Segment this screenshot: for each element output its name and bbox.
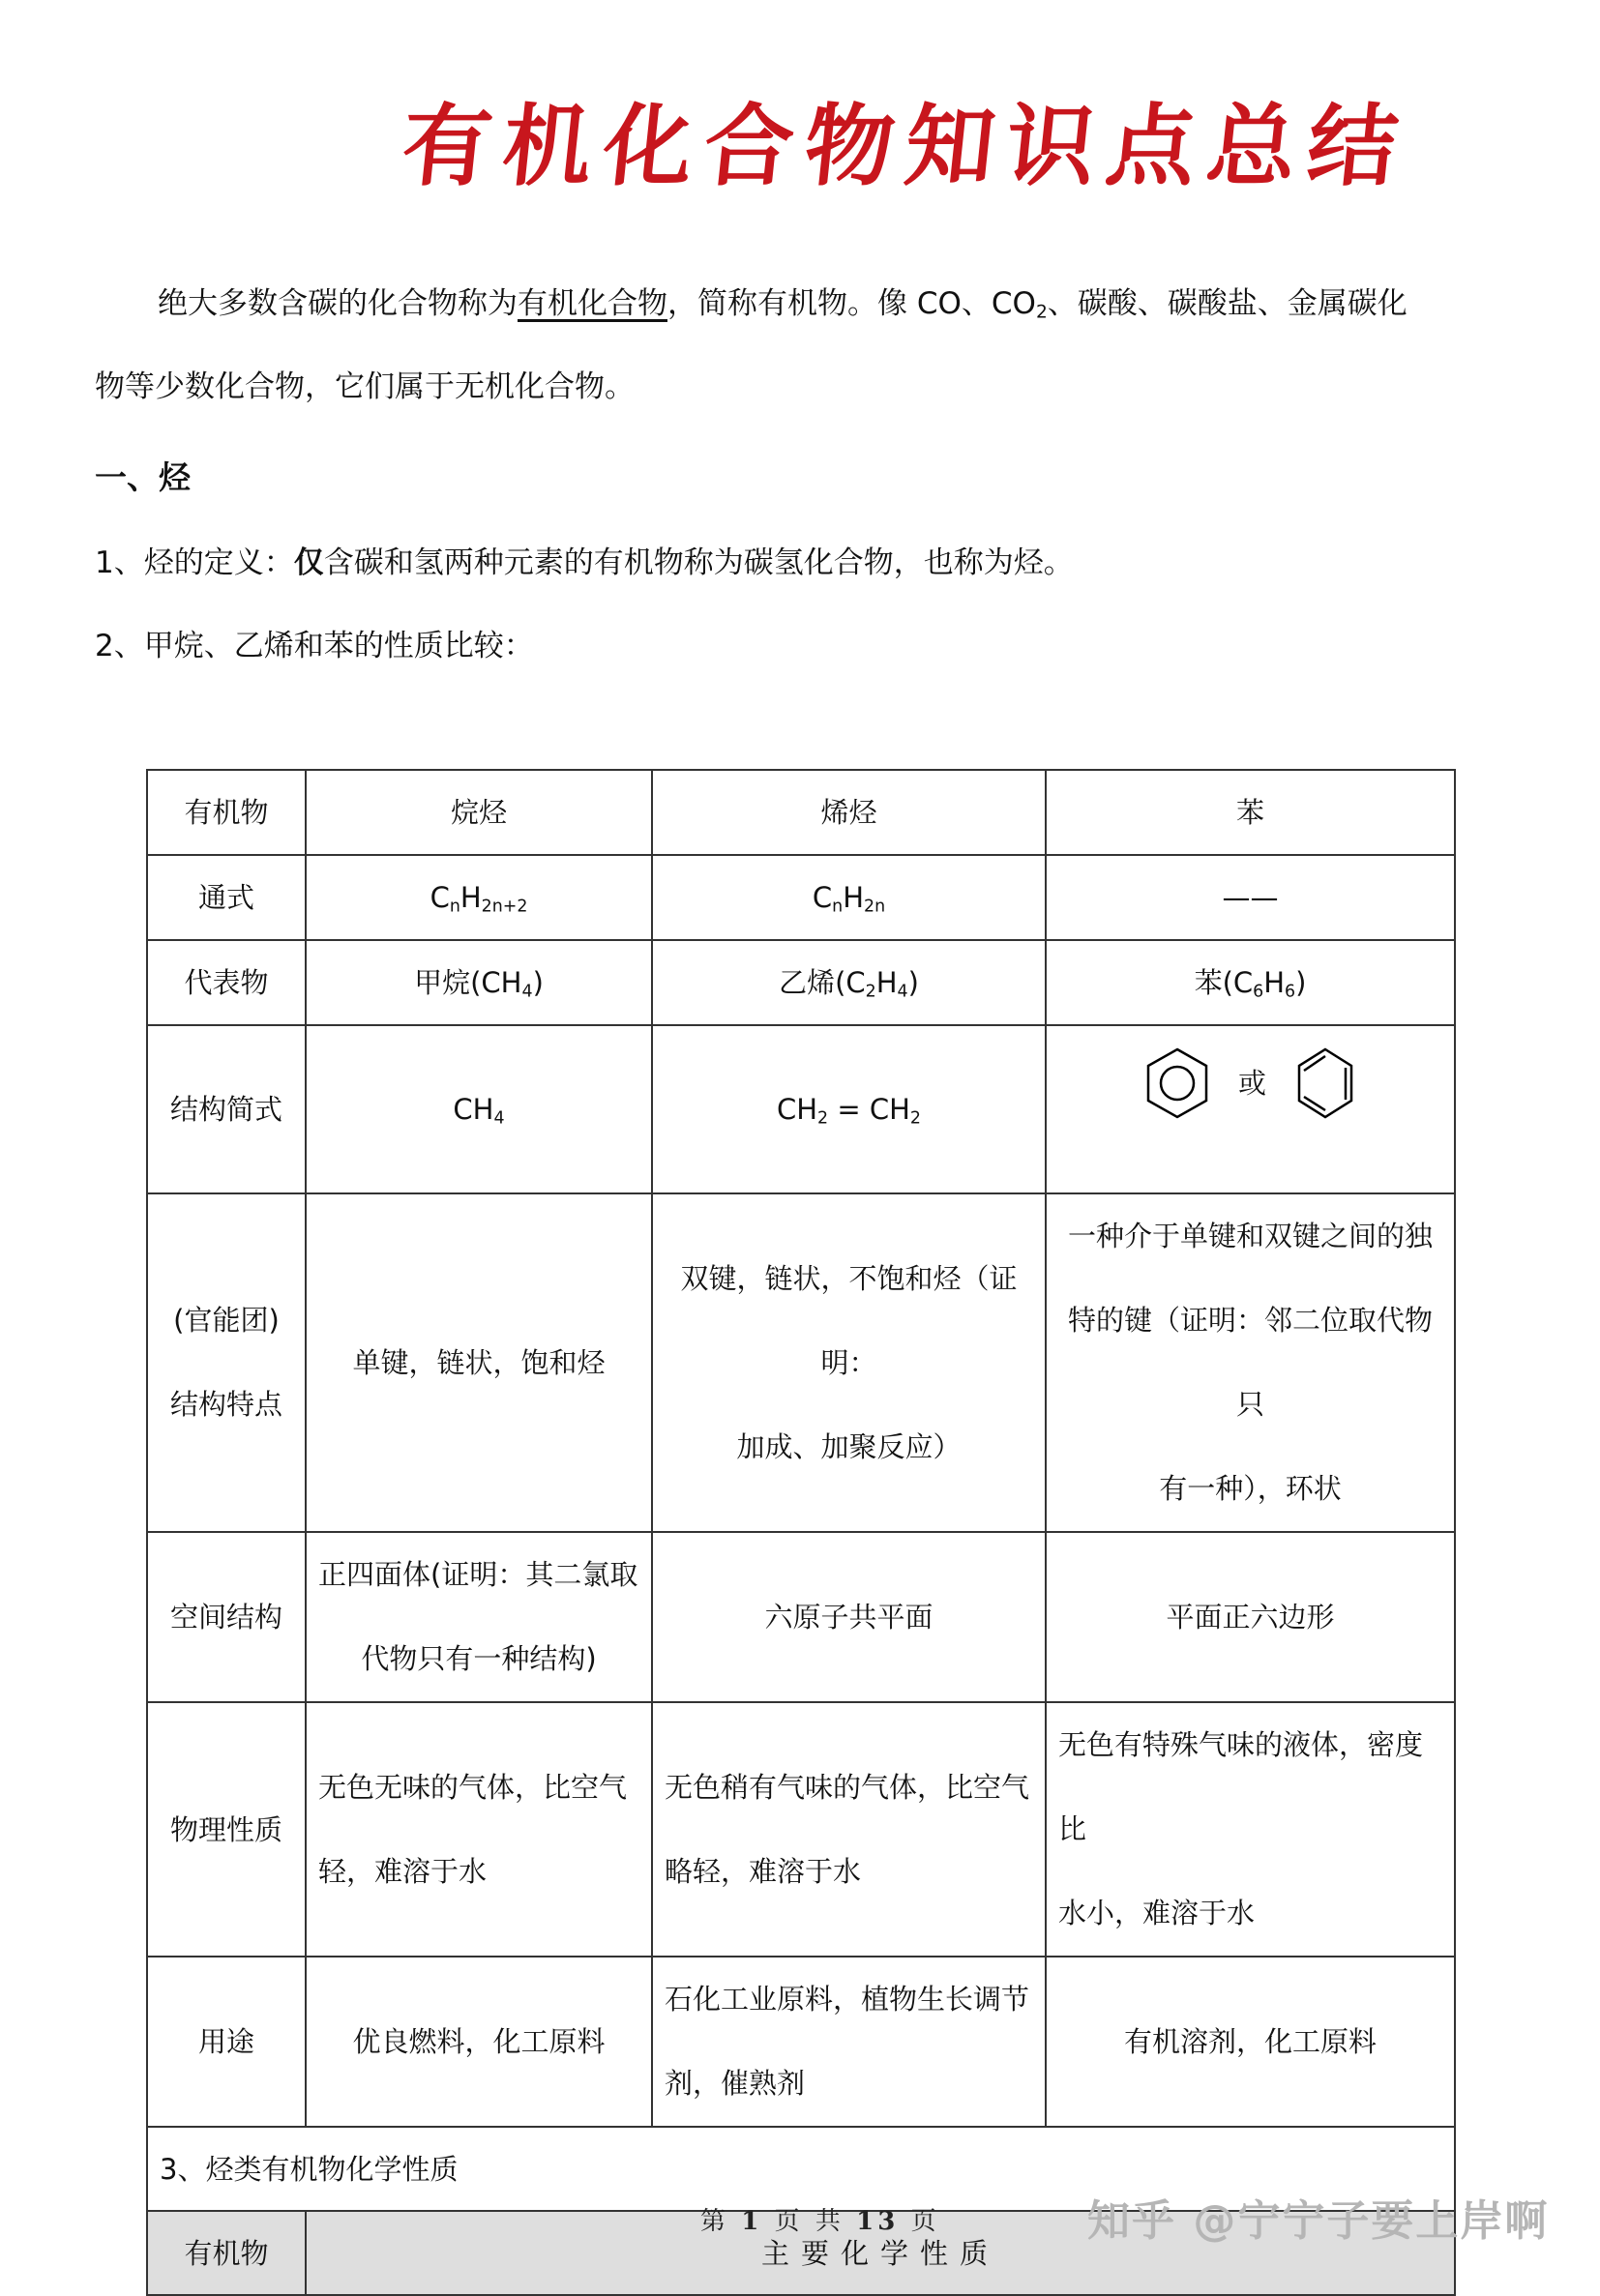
table-cell: —— bbox=[1046, 855, 1455, 940]
header-cell: 有机物 bbox=[147, 2211, 306, 2295]
table-cell bbox=[1046, 1193, 1455, 1532]
table-cell bbox=[1046, 940, 1455, 1025]
row-label: 空间结构 bbox=[147, 1532, 306, 1702]
table-cell bbox=[306, 1532, 652, 1702]
table-header-row bbox=[147, 770, 1455, 855]
cell-line: 一种介于单键和双键之间的独 bbox=[1067, 1220, 1433, 1252]
formula: H bbox=[843, 881, 864, 914]
subscript: 6 bbox=[1253, 982, 1264, 1002]
table-cell: 单键，链状，饱和烃 bbox=[306, 1193, 652, 1532]
cell-line: 水小，难溶于水 bbox=[1058, 1897, 1256, 1929]
formula: C bbox=[430, 881, 450, 914]
row-label bbox=[147, 1193, 306, 1532]
formula: 甲烷(CH bbox=[414, 966, 522, 999]
label-line: (官能团) bbox=[173, 1304, 280, 1337]
emphasis: 仅 bbox=[293, 545, 324, 580]
header-cell: 烷烃 bbox=[306, 770, 652, 855]
subscript: 2 bbox=[1035, 302, 1048, 323]
definition-item bbox=[95, 544, 1074, 582]
intro-text: ，简称有机物。像 CO、CO bbox=[667, 286, 1036, 321]
formula: H bbox=[875, 966, 898, 999]
table-cell bbox=[652, 855, 1046, 940]
header-cell: 苯 bbox=[1046, 770, 1455, 855]
row-label: 通式 bbox=[147, 855, 306, 940]
cell-line: 略轻，难溶于水 bbox=[665, 1854, 862, 1888]
subscript: 2n bbox=[864, 897, 886, 917]
subscript: 4 bbox=[521, 982, 533, 1002]
footer-text: 页 共 bbox=[774, 2207, 844, 2236]
comparison-table bbox=[146, 769, 1454, 2296]
formula: 乙烯(C bbox=[779, 966, 866, 999]
formula: ) bbox=[907, 966, 919, 999]
header-cell: 烯烃 bbox=[652, 770, 1046, 855]
term-organic-compound: 有机化合物 bbox=[518, 286, 667, 321]
cell-line: 剂，催熟剂 bbox=[665, 2067, 806, 2100]
cell-line: 轻，难溶于水 bbox=[318, 1854, 488, 1888]
subscript: 2 bbox=[817, 1108, 829, 1129]
table-cell: 六原子共平面 bbox=[652, 1532, 1046, 1702]
table-cell: 优良燃料，化工原料 bbox=[306, 1957, 652, 2127]
subscript: 2 bbox=[865, 982, 876, 1002]
table-cell bbox=[306, 855, 652, 940]
watermark: 知乎 @宁宁子要上岸啊 bbox=[1087, 2196, 1550, 2246]
table-cell bbox=[652, 1957, 1046, 2127]
cell-line: 无色稍有气味的气体，比空气 bbox=[665, 1770, 1030, 1804]
row-label: 代表物 bbox=[147, 940, 306, 1025]
header-cell: 主要化学性质 bbox=[306, 2211, 1455, 2295]
subscript: n bbox=[449, 897, 460, 917]
formula: = CH bbox=[828, 1093, 910, 1126]
page-title: 有机化合物知识点总结 bbox=[397, 94, 1414, 198]
benzene-structures bbox=[1145, 1046, 1355, 1120]
formula: H bbox=[459, 881, 482, 914]
table-cell bbox=[306, 1702, 652, 1957]
footer-text: 第 bbox=[700, 2207, 730, 2236]
comparison-item: 2、甲烷、乙烯和苯的性质比较： bbox=[95, 629, 534, 663]
table-row bbox=[147, 1532, 1455, 1702]
table-cell bbox=[652, 1702, 1046, 1957]
table-cell bbox=[1046, 1025, 1455, 1193]
cell-line: 代物只有一种结构) bbox=[361, 1642, 597, 1675]
subscript: 4 bbox=[897, 982, 908, 1002]
intro-text: 、碳酸、碳酸盐、金属碳化 bbox=[1047, 286, 1407, 321]
table-cell bbox=[652, 1025, 1046, 1193]
formula: C bbox=[812, 881, 833, 914]
intro-line-2: 物等少数化合物，它们属于无机化合物。 bbox=[95, 369, 635, 404]
table-row bbox=[147, 1025, 1455, 1193]
table-row bbox=[147, 940, 1455, 1025]
footer-text: 页 bbox=[910, 2207, 940, 2236]
kekule-benzene-icon bbox=[1295, 1046, 1355, 1120]
benzene-ring-icon bbox=[1145, 1047, 1209, 1119]
current-page: 1 bbox=[741, 2207, 763, 2236]
table-cell bbox=[306, 1025, 652, 1193]
subscript: n bbox=[832, 897, 844, 917]
formula: CH bbox=[453, 1093, 494, 1126]
item-prefix: 1、烃的定义： bbox=[95, 545, 294, 580]
cell-line: 特的键（证明：邻二位取代物只 bbox=[1067, 1304, 1433, 1421]
section3-title: 3、烃类有机物化学性质 bbox=[147, 2127, 1455, 2211]
cell-line: 正四面体(证明：其二氯取 bbox=[318, 1558, 638, 1591]
or-text: 或 bbox=[1237, 1067, 1266, 1100]
table-row bbox=[147, 1957, 1455, 2127]
subscript: 6 bbox=[1285, 982, 1296, 1002]
table-cell: 平面正六边形 bbox=[1046, 1532, 1455, 1702]
subscript: 2 bbox=[909, 1108, 921, 1129]
table-cell bbox=[306, 940, 652, 1025]
table-row bbox=[147, 1702, 1455, 1957]
formula: H bbox=[1263, 966, 1286, 999]
formula: ) bbox=[532, 966, 544, 999]
row-label: 结构简式 bbox=[147, 1025, 306, 1193]
total-pages: 13 bbox=[856, 2207, 900, 2236]
row-label: 用途 bbox=[147, 1957, 306, 2127]
table-cell bbox=[652, 1193, 1046, 1532]
table-cell: 有机溶剂，化工原料 bbox=[1046, 1957, 1455, 2127]
formula: 苯(C bbox=[1194, 966, 1254, 999]
intro-line-1 bbox=[158, 284, 1407, 323]
cell-line: 双键，链状，不饱和烃（证明： bbox=[680, 1261, 1018, 1379]
cell-line: 有一种），环状 bbox=[1159, 1472, 1342, 1505]
table-cell bbox=[1046, 1702, 1455, 1957]
header-cell: 有机物 bbox=[147, 770, 306, 855]
cell-line: 无色无味的气体，比空气 bbox=[318, 1770, 628, 1804]
table-cell bbox=[652, 940, 1046, 1025]
subscript: 4 bbox=[493, 1108, 505, 1129]
item-text: 含碳和氢两种元素的有机物称为碳氢化合物，也称为烃。 bbox=[323, 545, 1074, 580]
intro-text: 绝大多数含碳的化合物称为 bbox=[158, 286, 518, 321]
cell-line: 加成、加聚反应） bbox=[736, 1429, 962, 1463]
row-label: 物理性质 bbox=[147, 1702, 306, 1957]
page-number bbox=[700, 2201, 940, 2237]
cell-line: 石化工业原料，植物生长调节 bbox=[665, 1983, 1030, 2016]
subscript: 2n+2 bbox=[481, 897, 528, 917]
table-row bbox=[147, 1193, 1455, 1532]
label-line: 结构特点 bbox=[169, 1388, 282, 1421]
cell-line: 无色有特殊气味的液体，密度比 bbox=[1058, 1728, 1424, 1845]
section-heading: 一、烃 bbox=[95, 458, 191, 496]
formula: CH bbox=[776, 1093, 818, 1126]
formula: ) bbox=[1295, 966, 1307, 999]
table-row bbox=[147, 855, 1455, 940]
